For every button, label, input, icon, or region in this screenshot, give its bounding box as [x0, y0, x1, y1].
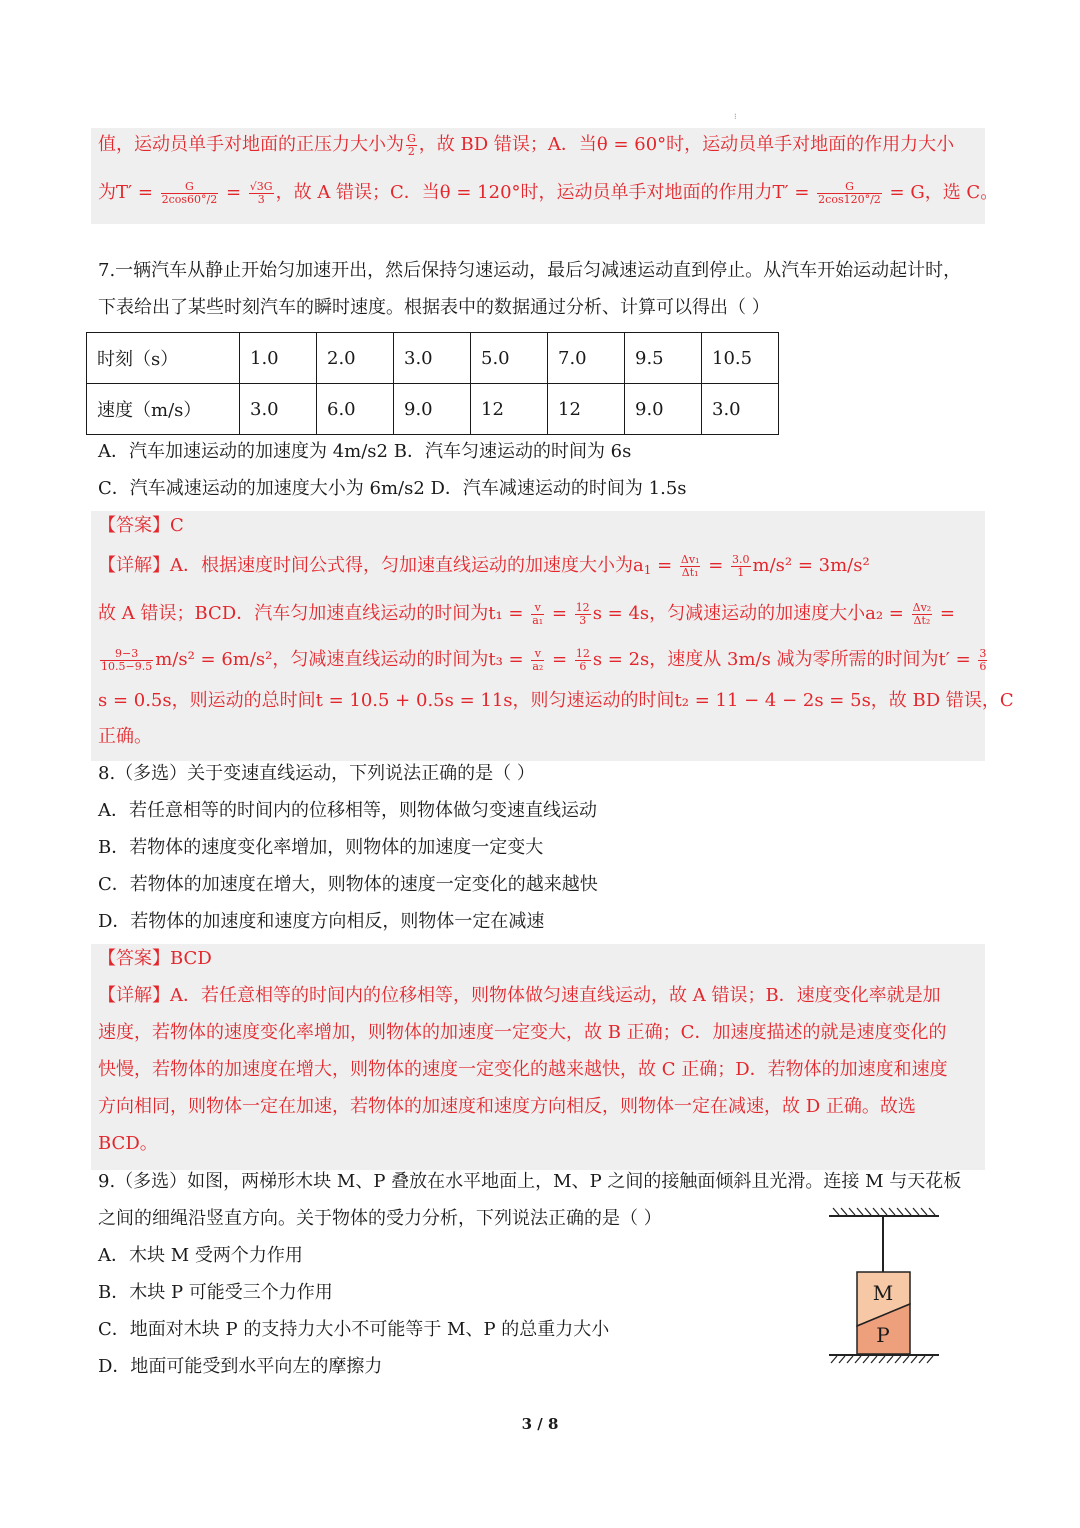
- q7-stem-line1: 7.一辆汽车从静止开始匀加速开出，然后保持匀速运动，最后匀减速运动直到停止。从汽车开始运动起计时，: [98, 260, 962, 281]
- q7-stem-line2: 下表给出了某些时刻汽车的瞬时速度。根据表中的数据通过分析、计算可以得出（ ）: [98, 297, 770, 318]
- q7-detail-line4: s = 0.5s，则运动的总时间t = 10.5 + 0.5s = 11s，则匀速运动的时间t₂ = 11 − 4 − 2s = 5s，故 BD 错误，C: [98, 690, 1014, 711]
- q7-detail-line5: 正确。: [98, 726, 152, 747]
- table-header-time: 时刻（s）: [87, 333, 240, 384]
- q7-options-line2: C．汽车减速运动的加速度大小为 6m/s2 D．汽车减速运动的时间为 1.5s: [98, 478, 687, 499]
- label-p: P: [876, 1323, 890, 1347]
- table-cell: 3.0: [702, 384, 779, 435]
- q8-detail-line2: 速度，若物体的速度变化率增加，则物体的加速度一定变大，故 B 正确；C．加速度描述的就是速度变化的: [98, 1022, 947, 1043]
- q9-option-a: A．木块 M 受两个力作用: [98, 1245, 303, 1266]
- table-cell: 12: [471, 384, 548, 435]
- q8-stem: 8.（多选）关于变速直线运动，下列说法正确的是（ ）: [98, 763, 535, 784]
- q9-stem-line2: 之间的细绳沿竖直方向。关于物体的受力分析，下列说法正确的是（ ）: [98, 1208, 662, 1229]
- ceiling: [829, 1208, 939, 1216]
- ground: [829, 1355, 939, 1363]
- q7-detail-line1: 【详解】A．根据速度时间公式得，匀加速直线运动的加速度大小为$a_1$ = $\frac{\text{Δv₁}}{\text{Δt₁}}$ = $\frac{3.0}{1}$ m/s² = 3m/s²: [98, 552, 870, 579]
- q9-figure: [825, 1205, 945, 1370]
- page-number: 3 / 8: [521, 1415, 559, 1433]
- table-cell: 3.0: [240, 384, 317, 435]
- table-cell: 9.0: [625, 384, 702, 435]
- table-cell: 6.0: [317, 384, 394, 435]
- table-cell: 9.0: [394, 384, 471, 435]
- q9-option-b: B．木块 P 可能受三个力作用: [98, 1282, 333, 1303]
- q8-detail-line3: 快慢，若物体的加速度在增大，则物体的速度一定变化的越来越快，故 C 正确；D．若物体的加速度和速度: [98, 1059, 948, 1080]
- table-cell: 2.0: [317, 333, 394, 384]
- tick-mark: ⁝: [734, 112, 737, 121]
- q8-option-c: C．若物体的加速度在增大，则物体的速度一定变化的越来越快: [98, 874, 598, 895]
- q8-detail-line5: BCD。: [98, 1133, 158, 1154]
- table-cell: 10.5: [702, 333, 779, 384]
- q7-options-line1: A．汽车加速运动的加速度为 4m/s2 B．汽车匀速运动的时间为 6s: [98, 441, 632, 462]
- q8-option-a: A．若任意相等的时间内的位移相等，则物体做匀变速直线运动: [98, 800, 597, 821]
- q7-detail-line2: 故 A 错误；BCD．汽车匀加速直线运动的时间为t₁ = $\frac{v}{\text{a₁}}$ = $\frac{12}{3}$ s = 4s，匀减速运动的加速度大小a₂ = $\frac{\text{Δv₂}}{\text{Δt₂}}$ =: [98, 600, 956, 627]
- table-cell: 12: [548, 384, 625, 435]
- q7-solution-shade: [91, 511, 985, 761]
- q9-option-c: C．地面对木块 P 的支持力大小不可能等于 M、P 的总重力大小: [98, 1319, 610, 1340]
- table-cell: 7.0: [548, 333, 625, 384]
- table-cell: 5.0: [471, 333, 548, 384]
- q7-detail-line3: $\frac{9-3}{10.5-9.5}$ m/s² = 6m/s²，匀减速直线运动的时间为t₃ = $\frac{v}{\text{a₂}}$ = $\frac{12}{6}$ s = 2s，速度从 3m/s 减为零所需的时间为t′ = $\frac{3}{6}$: [101, 646, 987, 673]
- table-header-speed: 速度（m/s）: [87, 384, 240, 435]
- label-m: M: [872, 1281, 894, 1305]
- q7-data-table: [86, 332, 779, 435]
- q6-solution-line1: 值，运动员单手对地面的正压力大小为 $\frac{G}{2}$ ，故 BD 错误；A．当θ = 60°时，运动员单手对地面的作用力大小: [98, 131, 955, 158]
- q9-stem-line1: 9.（多选）如图，两梯形木块 M、P 叠放在水平地面上，M、P 之间的接触面倾斜且光滑。连接 M 与天花板: [98, 1171, 962, 1192]
- table-cell: 1.0: [240, 333, 317, 384]
- q8-detail-line1: 【详解】A．若任意相等的时间内的位移相等，则物体做匀速直线运动，故 A 错误；B．速度变化率就是加: [98, 985, 941, 1006]
- q8-answer: 【答案】BCD: [98, 948, 212, 969]
- q6-solution-line2: 为T′ = $\frac{G}{2\cos 60^\circ/2}$ = $\frac{√3G}{3}$ ，故 A 错误；C．当θ = 120°时，运动员单手对地面的作用力T′ = $\frac{G}{2\cos 120^\circ/2}$ = G，选 C。: [98, 179, 999, 206]
- q9-option-d: D．地面可能受到水平向左的摩擦力: [98, 1356, 383, 1377]
- q8-option-b: B．若物体的速度变化率增加，则物体的加速度一定变大: [98, 837, 544, 858]
- q8-detail-line4: 方向相同，则物体一定在加速，若物体的加速度和速度方向相反，则物体一定在减速，故 D 正确。故选: [98, 1096, 916, 1117]
- q7-answer: 【答案】C: [98, 515, 184, 536]
- table-row-speed: [87, 384, 779, 435]
- table-cell: 3.0: [394, 333, 471, 384]
- table-cell: 9.5: [625, 333, 702, 384]
- table-row-time: [87, 333, 779, 384]
- q8-option-d: D．若物体的加速度和速度方向相反，则物体一定在减速: [98, 911, 545, 932]
